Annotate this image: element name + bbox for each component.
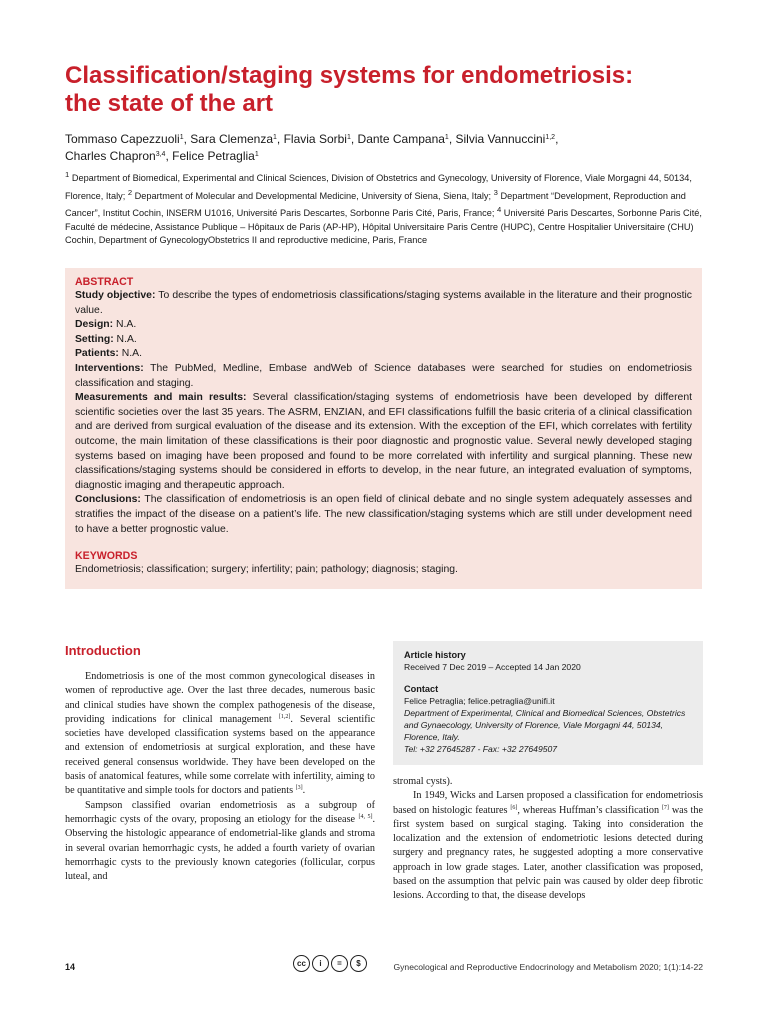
affiliation-text: Department “Development, Reproduction and Cancer”, Institut Cochin, INSERM U1016, Université Paris Descartes, Sorbonne Paris Cité, Paris, France; xyxy=(65,190,686,219)
article-info-box xyxy=(393,641,703,765)
article-title xyxy=(65,62,725,118)
contact-phone: Tel: +32 27645287 - Fax: +32 27649507 xyxy=(404,744,558,754)
abstract-design xyxy=(75,318,692,333)
author-affil-mark: 1 xyxy=(346,134,351,141)
abstract-text: N.A. xyxy=(113,319,137,331)
affiliation-text: Department of Molecular and Developmental Medicine, University of Siena, Siena, Italy; xyxy=(132,190,494,201)
author-affil-mark: 1 xyxy=(254,151,259,158)
paragraph-continuation: stromal cysts). xyxy=(393,776,453,787)
abstract-label: Measurements and main results: xyxy=(75,392,247,404)
affiliation-text: Department of Biomedical, Experimental and Clinical Sciences, Division of Obstetrics and Gynecology, University of Florence, Viale Morgagni 44, 50134, Florence, Italy; xyxy=(65,173,692,201)
nd-icon: = xyxy=(331,955,348,972)
abstract-label: Interventions: xyxy=(75,362,144,374)
affil-mark: 3 xyxy=(493,187,498,197)
author-affil-mark: 1 xyxy=(179,134,184,141)
author-name: Charles Chapron xyxy=(65,149,156,163)
abstract-text: Several classification/staging systems of endometriosis have been developed by different scientific societies over the last 35 years. The ASRM, ENZIAN, and EFI classifications fulfill the basic criteria of a clinical classification and are derived from surgical evaluation of the disease and its extension. With the exception of the EFI, which correlates with fertility outcome, the main limitation of these classifications is their poor diagnostic and prognostic value. Several newly developed staging systems based on imaging have been proposed and found to be more correlated with infertility and surgical planning. These new classifications/staging systems should be considered in efforts to develop, in the near future, an integrated evaluation of symptoms, diagnostic imaging and therapeutic approach. xyxy=(75,392,692,491)
abstract-label: Conclusions: xyxy=(75,494,141,506)
cc-icon: cc xyxy=(293,955,310,972)
right-column xyxy=(393,775,703,904)
nc-icon: $ xyxy=(350,955,367,972)
contact-heading: Contact xyxy=(404,684,439,694)
abstract-heading: ABSTRACT xyxy=(75,276,134,288)
abstract-text: N.A. xyxy=(118,348,142,360)
affiliations xyxy=(65,168,715,248)
abstract-text: To describe the types of endometriosis classifications/staging systems available in the literature and their prognostic value. xyxy=(75,290,692,316)
author-name: Felice Petraglia xyxy=(172,149,255,163)
paragraph-text: Sampson classified ovarian endometriosis as a subgroup of hemorrhagic cysts of the ovary, proposing an etiology for the disease xyxy=(65,799,375,825)
author-name: Silvia Vannuccini xyxy=(455,132,546,146)
abstract-setting xyxy=(75,333,692,348)
author-affil-mark: 3,4 xyxy=(155,151,166,158)
keywords-text: Endometriosis; classification; surgery; infertility; pain; pathology; diagnosis; staging. xyxy=(75,564,458,576)
citation-ref: [3] xyxy=(295,785,303,792)
author-affil-mark: 1,2 xyxy=(545,134,556,141)
by-icon: i xyxy=(312,955,329,972)
title-line-2: the state of the art xyxy=(65,90,274,117)
abstract-text: The PubMed, Medline, Embase andWeb of Science databases were searched for studies on endometriosis classification and staging. xyxy=(75,362,692,389)
citation-ref: [6] xyxy=(510,804,518,811)
abstract-patients xyxy=(75,347,692,362)
article-history-text: Received 7 Dec 2019 – Accepted 14 Jan 2020 xyxy=(404,662,581,672)
abstract-label: Design: xyxy=(75,319,114,331)
abstract-text: N.A. xyxy=(113,333,137,345)
paragraph xyxy=(393,789,703,903)
affiliation-text: Université Paris Descartes, Sorbonne Paris Cité, Faculté de médecine, Assistance Publique – Hôpitaux de Paris (AP-HP), Hôpital Universitaire Paris Centre (HUPC), Centre Hospitalier Universitaire (CHU) Cochin, Department of GynecologyObstetrics II and reproductive medicine, Paris, France xyxy=(65,208,702,246)
paragraph xyxy=(65,670,375,799)
abstract-objective xyxy=(75,289,692,318)
abstract-interventions xyxy=(75,362,692,391)
author-name: Dante Campana xyxy=(357,132,445,146)
abstract-measurements xyxy=(75,391,692,493)
author-list: Tommaso Capezzuoli$^1$, Sara Clemenza$^1$, Flavia Sorbi$^1$, Dante Campana$^1$, Silvia Vannuccini$^{1,2}$, Charles Chapron$^{3,4}$, Felice Petraglia$^1$ xyxy=(65,132,559,163)
affil-mark: 1 xyxy=(65,170,70,179)
paragraph xyxy=(65,799,375,885)
contact-email-link[interactable]: Felice Petraglia; felice.petraglia@unifi.it xyxy=(404,696,555,706)
title-line-1: Classification/staging systems for endometriosis: xyxy=(65,62,634,89)
abstract-conclusions xyxy=(75,493,692,537)
paragraph-text: . Several scientific societies have developed classification systems based on the appearance and extension of endometriosis at surgical exploration, and these have received general consensus worldwide. They have been developed on the basis of anatomical features, while some correlate with infertility, aiming to be quantitative and simple tools for doctors and patients xyxy=(65,713,375,797)
citation-ref: [4, 5] xyxy=(358,813,373,820)
section-heading-introduction: Introduction xyxy=(65,643,141,658)
page-number: 14 xyxy=(65,962,76,972)
paragraph-text: Endometriosis is one of the most common gynecological diseases in women of reproductive age. Over the last three decades, numerous basic and clinical studies have shown the complex pathogenesis of the disease, providing indications for clinical management xyxy=(65,671,375,725)
affil-mark: 2 xyxy=(127,187,133,197)
author-affil-mark: 1 xyxy=(273,134,277,141)
paragraph-text: In 1949, Wicks and Larsen proposed a classification for endometriosis based on histologic features xyxy=(393,790,703,816)
keywords-heading: KEYWORDS xyxy=(75,550,138,563)
paragraph-text: . Observing the histologic appearance of endometrial-like glands and stroma in several ovarian hemorrhagic cysts, he added a fourth variety of ovarian hemorrhagic cysts to the previously known categories (follicular, corpus luteal, and xyxy=(65,813,375,883)
abstract-label: Setting: xyxy=(75,333,114,345)
article-history-heading: Article history xyxy=(404,650,466,660)
abstract-label: Study objective: xyxy=(75,290,156,301)
paragraph-text: , whereas Huffman’s classification xyxy=(517,804,662,816)
author-name: Flavia Sorbi xyxy=(283,132,347,146)
journal-citation: Gynecological and Reproductive Endocrinology and Metabolism 2020; 1(1):14-22 xyxy=(393,962,703,972)
paragraph-text: . xyxy=(302,785,306,797)
creative-commons-license[interactable] xyxy=(293,955,367,972)
author-name: Tommaso Capezzuoli xyxy=(65,132,180,146)
citation-ref: [7] xyxy=(661,804,669,811)
contact-department: Department of Experimental, Clinical and Biomedical Sciences, Obstetrics and Gynaecology, University of Florence, Viale Morgagni 44, 50134, Florence, Italy. xyxy=(404,708,686,742)
paragraph-text: was the first system based on surgical staging. Taking into consideration the localization and the extension of endometriotic lesions detected during surgery and pregnancy rates, he suggested adopting a more conservative approach in low grade stages. Later, another classification was proposed, based on the assumption that pelvic pain was caused by older deep fibrotic lesions. According to that, the disease develops xyxy=(393,804,703,902)
affil-mark: 4 xyxy=(496,205,502,215)
abstract-box xyxy=(65,268,702,589)
citation-ref: [1,2] xyxy=(278,713,291,720)
author-name: Sara Clemenza xyxy=(190,132,274,146)
abstract-label: Patients: xyxy=(75,348,119,360)
abstract-text: The classification of endometriosis is an open field of clinical debate and no single system adequately assesses and stratifies the impact of the disease on a patient’s life. The new classification/staging systems which are still under development need to have a better prognostic value. xyxy=(75,494,692,535)
author-affil-mark: 1 xyxy=(444,134,449,141)
left-column xyxy=(65,670,375,884)
